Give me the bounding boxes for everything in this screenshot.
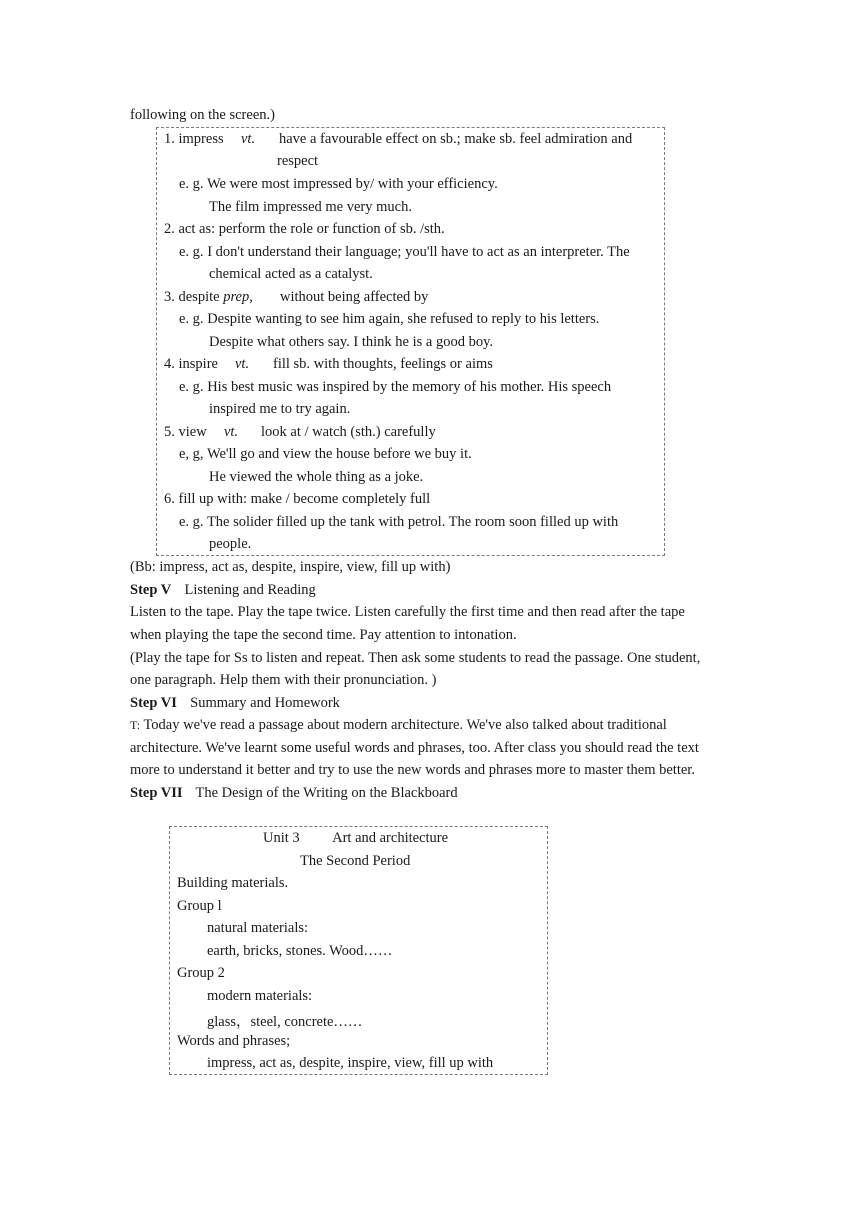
example-label: e, g, <box>179 446 204 462</box>
part-of-speech: vt. <box>241 131 256 147</box>
example-text: Despite wanting to see him again, she refused to reply to his letters. <box>207 311 600 327</box>
example-label: e. g. <box>179 514 204 530</box>
example-line <box>179 311 599 328</box>
group-2-label: Group 2 <box>177 965 225 981</box>
modern-materials-label: modern materials: <box>207 988 313 1004</box>
example-line <box>179 244 630 261</box>
vocab-word: despite <box>178 289 220 305</box>
example-text: We were most impressed by/ with your efficiency. <box>206 176 498 192</box>
paragraph-line: one paragraph. Help them with their pronunciation. ) <box>130 672 437 688</box>
definition-cont: respect <box>277 153 319 169</box>
step-label: Step VI <box>130 695 177 711</box>
example-line-2: inspired me to try again. <box>209 401 351 417</box>
period-heading: The Second Period <box>300 853 411 869</box>
item-number: 4. <box>164 356 175 372</box>
example-text: I don't understand their language; you'll have to act as an interpreter. The <box>207 244 630 260</box>
example-line-2: Despite what others say. I think he is a good boy. <box>209 334 494 350</box>
unit-title: Art and architecture <box>332 830 449 846</box>
vocab-item-fill-up-with <box>164 491 430 508</box>
part-of-speech: vt. <box>235 356 250 372</box>
natural-materials-label: natural materials: <box>207 920 309 936</box>
step-title: The Design of the Writing on the Blackboard <box>195 785 458 801</box>
item-number: 1. <box>164 131 175 147</box>
vocab-definition: fill up with: make / become completely full <box>178 491 431 507</box>
paragraph-line: when playing the tape the second time. Pay attention to intonation. <box>130 627 517 643</box>
example-line-2: He viewed the whole thing as a joke. <box>209 469 424 485</box>
vocab-word: impress <box>178 131 224 147</box>
paragraph-line: Listen to the tape. Play the tape twice. Listen carefully the first time and then read after the tape <box>130 604 685 620</box>
blackboard-note: (Bb: impress, act as, despite, inspire, view, fill up with) <box>130 559 451 575</box>
example-line <box>179 379 611 396</box>
example-line-2: people. <box>209 536 252 552</box>
step-label: Step V <box>130 582 172 598</box>
vocab-word: view <box>178 424 207 440</box>
step-label: Step VII <box>130 785 183 801</box>
step-title: Summary and Homework <box>190 695 340 711</box>
vocab-item-act-as <box>164 221 445 238</box>
example-line <box>179 514 618 531</box>
item-number: 5. <box>164 424 175 440</box>
step-6-heading <box>130 695 340 712</box>
step-7-heading <box>130 785 458 802</box>
definition: without being affected by <box>280 289 429 305</box>
words-list: impress, act as, despite, inspire, view, fill up with <box>207 1055 494 1071</box>
vocab-item-despite <box>164 289 253 306</box>
example-label: e. g. <box>179 311 204 327</box>
group-1-label: Group l <box>177 898 222 914</box>
materials-heading: Building materials. <box>177 875 289 891</box>
definition: look at / watch (sth.) carefully <box>261 424 436 440</box>
speaker-label: T: <box>130 718 141 732</box>
paragraph-line: (Play the tape for Ss to listen and repeat. Then ask some students to read the passage. One student, <box>130 650 701 666</box>
example-line <box>179 446 472 463</box>
part-of-speech: prep, <box>223 289 253 305</box>
part-of-speech: vt. <box>224 424 239 440</box>
natural-materials-list: earth, bricks, stones. Wood…… <box>207 943 393 959</box>
step-5-heading <box>130 582 316 599</box>
vocab-item-inspire <box>164 356 218 373</box>
example-label: e. g. <box>179 379 204 395</box>
example-text: We'll go and view the house before we buy it. <box>206 446 472 462</box>
definition: fill sb. with thoughts, feelings or aims <box>273 356 493 372</box>
step-title: Listening and Reading <box>184 582 316 598</box>
paragraph-line: architecture. We've learnt some useful words and phrases, too. After class you should read the text <box>130 740 699 756</box>
definition: have a favourable effect on sb.; make sb. feel admiration and <box>279 131 633 147</box>
words-heading: Words and phrases; <box>177 1033 291 1049</box>
item-number: 2. <box>164 221 175 237</box>
example-label: e. g. <box>179 176 204 192</box>
example-text: The solider filled up the tank with petrol. The room soon filled up with <box>206 514 619 530</box>
unit-number: Unit 3 <box>263 830 300 846</box>
vocab-definition: act as: perform the role or function of sb. /sth. <box>178 221 445 237</box>
example-line-2: chemical acted as a catalyst. <box>209 266 373 282</box>
modern-materials-list: glass，steel, concrete…… <box>207 1014 363 1030</box>
example-label: e. g. <box>179 244 204 260</box>
item-number: 3. <box>164 289 175 305</box>
item-number: 6. <box>164 491 175 507</box>
paragraph-line <box>130 717 667 734</box>
paragraph-line: more to understand it better and try to use the new words and phrases more to master them better. <box>130 762 695 778</box>
paragraph-text: Today we've read a passage about modern architecture. We've also talked about traditional <box>143 717 667 733</box>
unit-heading <box>263 830 448 847</box>
example-line <box>179 176 498 193</box>
example-text: His best music was inspired by the memory of his mother. His speech <box>207 379 612 395</box>
continuation-line: following on the screen.) <box>130 107 275 123</box>
vocab-item-view <box>164 424 207 441</box>
vocab-word: inspire <box>178 356 218 372</box>
example-line-2: The film impressed me very much. <box>209 199 412 215</box>
vocab-item-impress <box>164 131 224 148</box>
